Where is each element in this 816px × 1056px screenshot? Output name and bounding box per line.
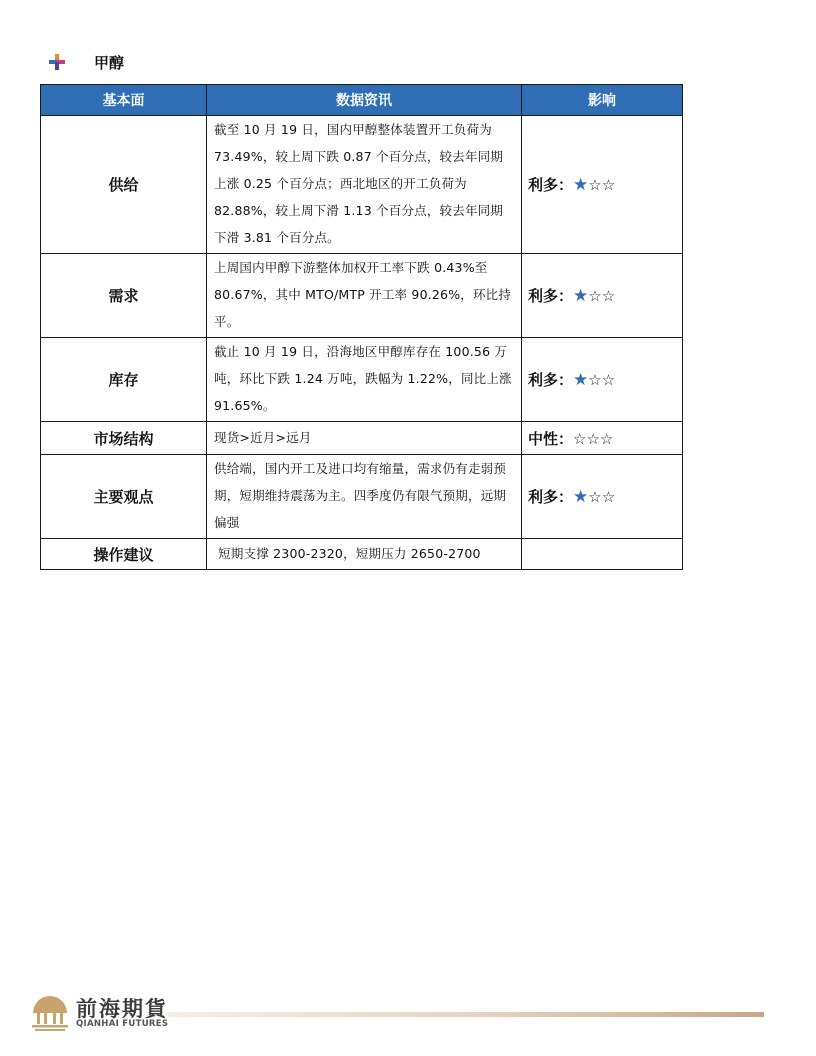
company-logo bbox=[30, 993, 170, 1033]
section-title: 甲醇 bbox=[94, 53, 125, 72]
logo-chinese-name: 前海期貨 bbox=[76, 996, 168, 1021]
star-filled-icon: ★ bbox=[573, 370, 589, 390]
impact-label: 利多： bbox=[528, 488, 574, 506]
row-content: 现货>近月>远月 bbox=[207, 422, 522, 455]
impact-label: 利多： bbox=[528, 287, 574, 305]
star-empty-icon: ☆ bbox=[588, 287, 602, 305]
star-empty-icon: ☆ bbox=[588, 176, 602, 194]
row-category: 库存 bbox=[41, 338, 207, 422]
star-empty-icon: ☆ bbox=[601, 287, 616, 305]
impact-label: 中性： bbox=[528, 429, 574, 448]
table-header-row bbox=[41, 85, 683, 116]
star-filled-icon: ★ bbox=[573, 286, 589, 306]
logo-arch-icon bbox=[30, 993, 70, 1031]
star-empty-icon: ☆ bbox=[573, 429, 587, 448]
star-empty-icon: ☆ bbox=[601, 176, 616, 194]
footer-divider bbox=[168, 1012, 764, 1017]
row-content: 截至 10 月 19 日，国内甲醇整体装置开工负荷为 73.49%，较上周下跌 0.87 个百分点，较去年同期上涨 0.25 个百分点；西北地区的开工负荷为 82.88%，较上周下滑 1.13 个百分点，较去年同期下滑 3.81 个百分点。 bbox=[207, 116, 522, 254]
header-impact: 影响 bbox=[522, 85, 683, 116]
row-impact bbox=[522, 455, 683, 539]
table-row-main-view bbox=[41, 455, 683, 539]
row-content: 上周国内甲醇下游整体加权开工率下跌 0.43%至 80.67%，其中 MTO/MTP 开工率 90.26%，环比持平。 bbox=[207, 254, 522, 338]
star-filled-icon: ★ bbox=[573, 175, 589, 195]
star-empty-icon: ☆ bbox=[588, 371, 602, 389]
star-empty-icon: ☆ bbox=[588, 488, 602, 506]
section-header bbox=[48, 52, 124, 72]
row-impact bbox=[522, 422, 683, 455]
fundamentals-table bbox=[40, 84, 683, 570]
row-impact bbox=[522, 254, 683, 338]
star-empty-icon: ☆ bbox=[601, 371, 616, 389]
header-fundamentals: 基本面 bbox=[41, 85, 207, 116]
row-category: 供给 bbox=[41, 116, 207, 254]
impact-label: 利多： bbox=[528, 371, 574, 389]
table-row-operation-advice bbox=[41, 539, 683, 570]
rating-stars bbox=[573, 371, 615, 389]
rating-stars bbox=[573, 176, 615, 194]
section-bullet-icon bbox=[48, 53, 66, 71]
star-empty-icon: ☆ bbox=[586, 429, 600, 448]
row-category: 操作建议 bbox=[41, 539, 207, 570]
star-empty-icon: ☆ bbox=[601, 488, 616, 506]
row-category: 主要观点 bbox=[41, 455, 207, 539]
star-empty-icon: ☆ bbox=[599, 429, 614, 448]
table-row-inventory bbox=[41, 338, 683, 422]
header-data-info: 数据资讯 bbox=[207, 85, 522, 116]
star-filled-icon: ★ bbox=[573, 487, 589, 507]
row-category: 需求 bbox=[41, 254, 207, 338]
table-row-demand bbox=[41, 254, 683, 338]
row-impact bbox=[522, 338, 683, 422]
row-impact bbox=[522, 539, 683, 570]
row-content: 短期支撑 2300-2320，短期压力 2650-2700 bbox=[207, 539, 522, 570]
table-row-market-structure bbox=[41, 422, 683, 455]
row-impact bbox=[522, 116, 683, 254]
logo-english-name: QIANHAI FUTURES bbox=[76, 1019, 169, 1029]
row-content: 截止 10 月 19 日，沿海地区甲醇库存在 100.56 万吨，环比下跌 1.24 万吨，跌幅为 1.22%，同比上涨 91.65%。 bbox=[207, 338, 522, 422]
row-category: 市场结构 bbox=[41, 422, 207, 455]
rating-stars bbox=[573, 430, 613, 448]
rating-stars bbox=[573, 287, 615, 305]
table-row-supply bbox=[41, 116, 683, 254]
impact-label: 利多： bbox=[528, 176, 574, 194]
row-content: 供给端，国内开工及进口均有缩量，需求仍有走弱预期，短期维持震荡为主。四季度仍有限气预期，远期偏强 bbox=[207, 455, 522, 539]
rating-stars bbox=[573, 488, 615, 506]
